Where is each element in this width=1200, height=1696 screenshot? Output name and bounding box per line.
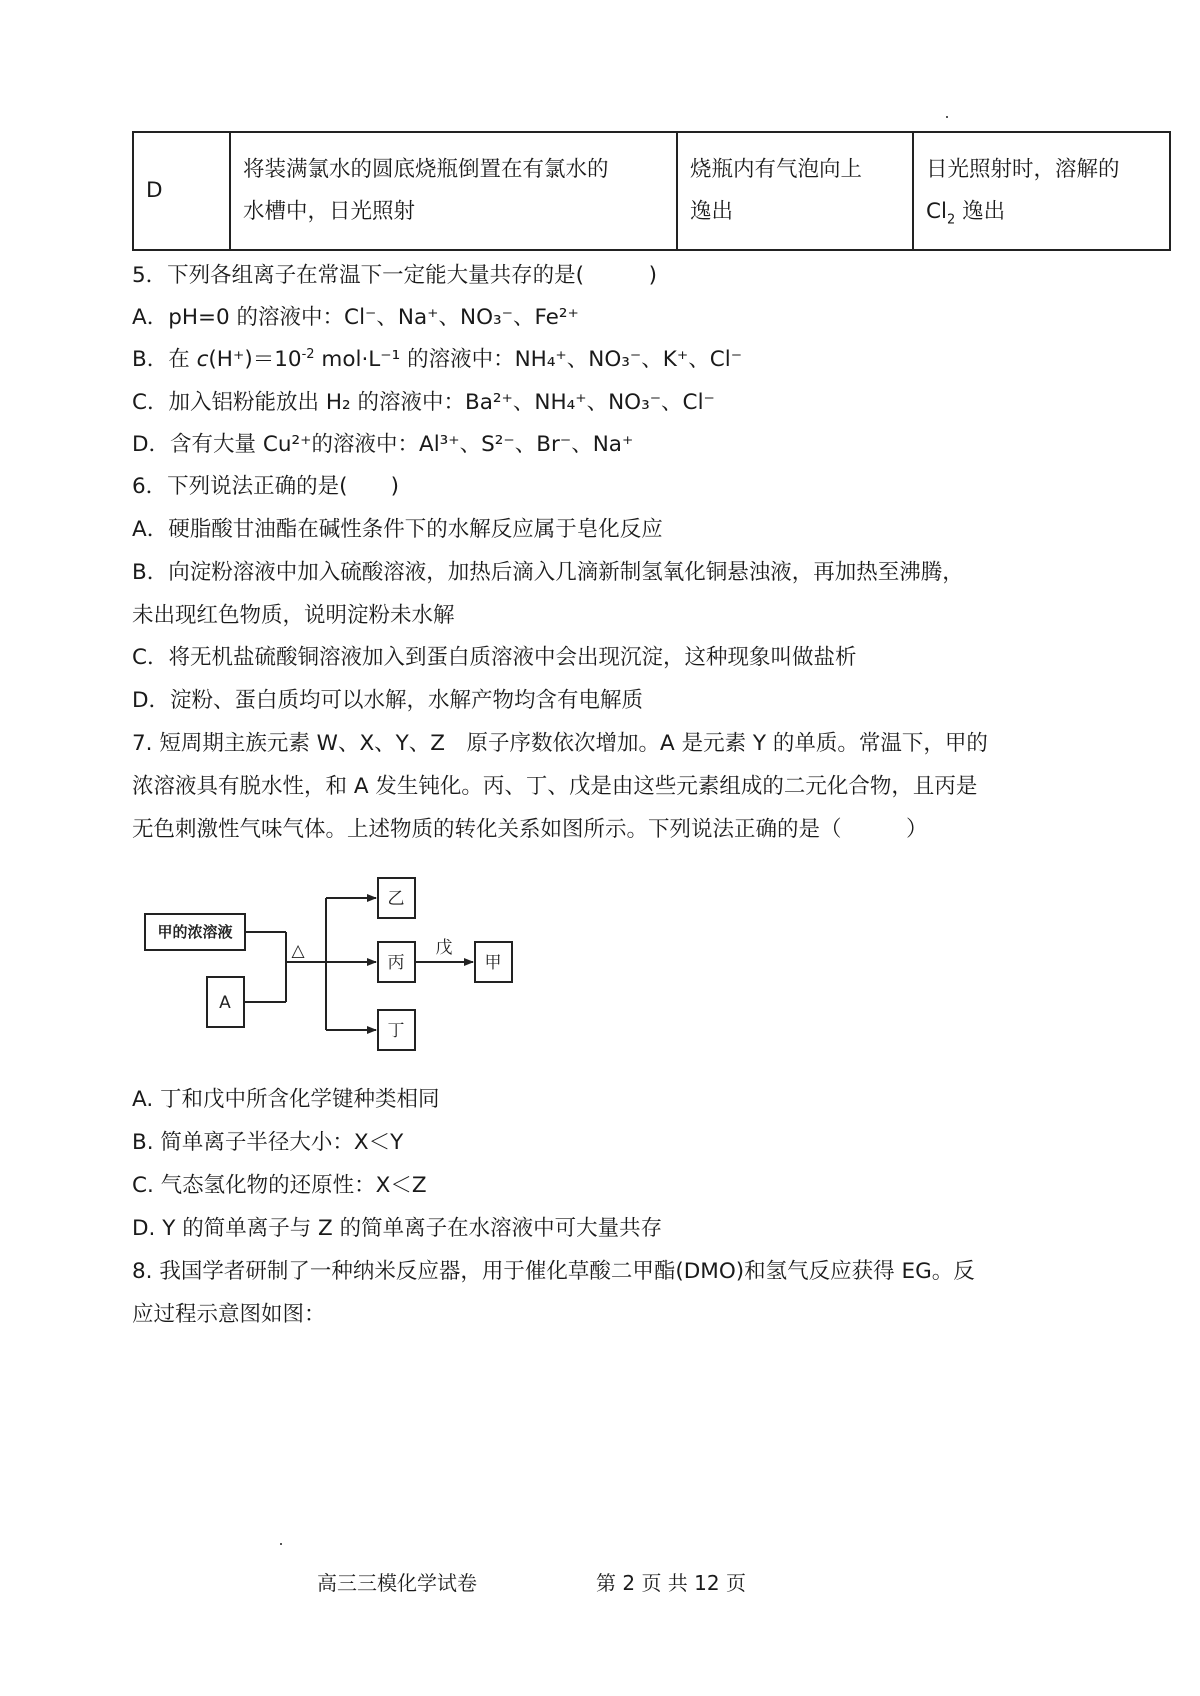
q7-stem-line-1: 7. 短周期主族元素 W、X、Y、Z 原子序数依次增加。A 是元素 Y 的单质。常温下，甲的 xyxy=(132,731,988,756)
label-concentrated-solution: 甲的浓溶液 xyxy=(157,923,233,941)
conversion-diagram xyxy=(140,870,540,1060)
heat-symbol: △ xyxy=(291,941,305,961)
operation-line-1: 将装满氯水的圆底烧瓶倒置在有氯水的 xyxy=(243,157,609,182)
table-row xyxy=(133,132,1170,250)
label-a: A xyxy=(219,993,231,1013)
label-wu: 戊 xyxy=(435,938,453,958)
phenomenon-line-1: 烧瓶内有气泡向上 xyxy=(690,157,863,182)
operation-cell xyxy=(230,132,677,250)
phenomenon-line-2: 逸出 xyxy=(690,199,734,224)
q8-stem-line-2: 应过程示意图如图： xyxy=(132,1302,326,1327)
operation-line-2: 水槽中，日光照射 xyxy=(243,199,416,224)
label-yi: 乙 xyxy=(387,889,405,909)
speck xyxy=(280,1543,282,1545)
q7-option-a: A. 丁和戊中所含化学键种类相同 xyxy=(132,1087,440,1112)
conclusion-cell xyxy=(913,132,1170,250)
q6-option-d: D．淀粉、蛋白质均可以水解，水解产物均含有电解质 xyxy=(132,688,644,713)
q7-stem-line-3: 无色刺激性气味气体。上述物质的转化关系如图所示。下列说法正确的是（ ） xyxy=(132,817,928,842)
label-ding: 丁 xyxy=(387,1021,405,1041)
q5-option-c: C．加入铝粉能放出 H₂ 的溶液中：Ba²⁺、NH₄⁺、NO₃⁻、Cl⁻ xyxy=(132,390,715,415)
q5-option-a: A．pH=0 的溶液中：Cl⁻、Na⁺、NO₃⁻、Fe²⁺ xyxy=(132,305,579,330)
label-jia: 甲 xyxy=(484,953,502,973)
q5-option-d: D．含有大量 Cu²⁺的溶液中：Al³⁺、S²⁻、Br⁻、Na⁺ xyxy=(132,432,634,457)
speck xyxy=(946,116,948,118)
q7-stem-line-2: 浓溶液具有脱水性，和 A 发生钝化。丙、丁、戊是由这些元素组成的二元化合物，且丙是 xyxy=(132,774,978,799)
q6-option-b-line-1: B．向淀粉溶液中加入硫酸溶液，加热后滴入几滴新制氢氧化铜悬浊液，再加热至沸腾， xyxy=(132,560,964,585)
q7-option-b: B. 简单离子半径大小：X＜Y xyxy=(132,1130,404,1155)
q5-stem: 5．下列各组离子在常温下一定能大量共存的是( ) xyxy=(132,263,657,288)
q6-stem: 6．下列说法正确的是( ) xyxy=(132,474,399,499)
experiment-table xyxy=(132,131,1171,251)
conclusion-line-1: 日光照射时，溶解的 xyxy=(926,157,1120,182)
footer-page-number: 第 2 页 共 12 页 xyxy=(596,1571,746,1595)
q7-option-d: D. Y 的简单离子与 Z 的简单离子在水溶液中可大量共存 xyxy=(132,1216,663,1241)
q6-option-c: C．将无机盐硫酸铜溶液加入到蛋白质溶液中会出现沉淀，这种现象叫做盐析 xyxy=(132,645,857,670)
q5-option-b: B．在 $c(H^+)=10^{-2}$ mol·L⁻¹ 的溶液中：NH₄⁺、NO₃⁻、K⁺、Cl⁻ xyxy=(132,346,743,372)
phenomenon-cell xyxy=(677,132,913,250)
q6-option-a: A．硬脂酸甘油酯在碱性条件下的水解反应属于皂化反应 xyxy=(132,517,663,542)
q7-option-c: C. 气态氢化物的还原性：X＜Z xyxy=(132,1173,427,1198)
label-bing: 丙 xyxy=(387,953,405,973)
conclusion-line-2: $Cl_2$ 逸出 xyxy=(926,199,1006,228)
q8-stem-line-1: 8. 我国学者研制了一种纳米反应器，用于催化草酸二甲酯(DMO)和氢气反应获得 EG。反 xyxy=(132,1259,975,1284)
footer-exam-title: 高三三模化学试卷 xyxy=(317,1571,477,1595)
row-label: D xyxy=(133,132,230,250)
q6-option-b-line-2: 未出现红色物质，说明淀粉未水解 xyxy=(132,603,455,628)
